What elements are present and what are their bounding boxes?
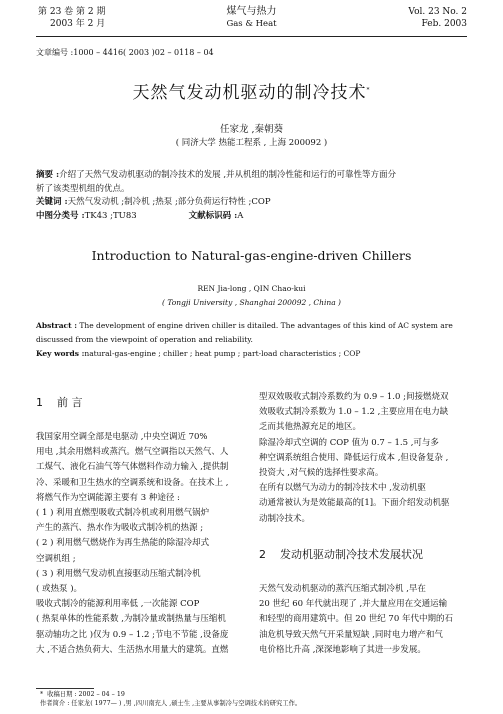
clc-value: TK43 ;TU83: [84, 210, 137, 221]
col1-line: 将燃气作为空调能源主要有 3 种途径 :: [36, 492, 180, 503]
abstract-en-line-2: discussed from the viewpoint of operation and reliability.: [36, 335, 253, 344]
header-journal-zh: 煤气与热力: [226, 6, 277, 17]
col2-line: 型双效吸收式制冷系数约为 0.9 – 1.0 ;间接燃烧双: [259, 392, 449, 402]
authors-zh: 任家龙 ,秦朝葵: [219, 124, 284, 135]
col2-line: 投资大 ,对气候的选择性要求高。: [259, 468, 384, 479]
keywords-zh: [36, 196, 468, 210]
col2-line: 效吸收式制冷系数为 1.0 – 1.2 ,主要应用在电力缺: [259, 407, 449, 418]
col2-line: 动通常被认为是效能最高的[1]。下面介绍发动机驱: [259, 498, 450, 509]
header-date-en: Feb. 2003: [421, 19, 467, 29]
col1-line: 产生的蒸汽、热水作为吸收式制冷机的热源 ;: [36, 523, 204, 534]
col1-line: ( 1 ) 利用直燃型吸收式制冷机或利用燃气锅炉: [36, 508, 210, 519]
section-2-number: 2: [259, 548, 266, 561]
footnote-block: [40, 690, 301, 708]
keywords-en: [36, 347, 468, 361]
col1-line: 吸收式制冷的能源利用率低 ,一次能源 COP: [36, 599, 200, 610]
section-2-heading: [259, 546, 423, 562]
paper-title: [0, 78, 503, 103]
affiliation-zh: ( 同济大学 热能工程系 , 上海 200092 ): [175, 138, 328, 148]
col1-line: 驱动轴功之比 )仅为 0.9 – 1.2 ;节电不节能 ,设备庞: [36, 629, 229, 640]
section-2-title: 发动机驱动制冷技术发展状况: [280, 548, 423, 561]
col1-line: 大 ,不适合热负荷大、生活热水用量大的建筑。直燃: [36, 644, 229, 655]
footnote-rule: [36, 688, 94, 689]
doc-code-value: A: [237, 210, 244, 221]
abstract-zh-line-1: [36, 169, 468, 183]
paper-title-en: Introduction to Natural-gas-engine-driven Chillers: [91, 248, 412, 263]
abstract-en-text-1: The development of engine driven chiller is ditailed. The advantages of this kind of AC system are: [79, 321, 453, 330]
section-2-body: [259, 582, 453, 658]
abstract-zh-block: [36, 169, 468, 223]
col2-sec2-line: 20 世纪 60 年代就出现了 ,并大量应用在交通运输: [259, 599, 448, 610]
header-date-zh: 2003 年 2 月: [50, 19, 106, 29]
footnote-received-text: 收稿日期 : 2002 – 04 – 19: [47, 691, 125, 698]
authors-en: REN Jia-long , QIN Chao-kui: [197, 284, 306, 293]
keywords-en-label: Key words :: [36, 349, 85, 358]
col2-sec2-line: 和轻型的商用建筑中。但 20 世纪 70 年代中期的石: [259, 614, 453, 625]
col1-line: ( 2 ) 利用燃气燃烧作为再生热能的除湿冷却式: [36, 538, 210, 549]
section-1-heading: [36, 394, 83, 410]
column-right-body: [259, 390, 450, 527]
col2-sec2-line: 油危机导致天然气开采量短缺 ,同时电力增产和气: [259, 629, 443, 640]
header-journal-en: Gas & Heat: [226, 19, 277, 29]
clc-label: 中图分类号 :: [36, 210, 85, 221]
col2-line: 动制冷技术。: [259, 513, 311, 524]
col1-line: 我国家用空调全部是电驱动 ,中央空调近 70%: [36, 432, 208, 442]
col2-line: 种空调系统组合使用、降低运行成本 ,但设备复杂 ,: [259, 452, 449, 463]
col1-line: 用电 ,其余用燃料或蒸汽。燃气空调指以天然气、人: [36, 447, 229, 458]
abstract-en-line-1: [36, 319, 468, 333]
abstract-zh-label: 摘要 :: [36, 170, 60, 180]
keywords-zh-label: 关键词 :: [36, 197, 68, 207]
col1-line: ( 3 ) 利用燃气发动机直接驱动压缩式制冷机: [36, 568, 201, 579]
col2-line: 除湿冷却式空调的 COP 值为 0.7 – 1.5 ,可与多: [259, 437, 439, 448]
col1-line: 冷、采暖和卫生热水的空调系统和设备。在技术上 ,: [36, 477, 229, 488]
col1-line: ( 热泵单体的性能系数 ,为制冷量或制热量与压缩机: [36, 614, 226, 625]
header-volume-block: [408, 6, 467, 30]
footnote-received: [40, 690, 301, 699]
affiliation-en: ( Tongji University , Shanghai 200092 , China ): [162, 298, 341, 307]
footnote-author-info: 作者简介 : 任家龙( 1977— ) ,男 ,四川南充人 ,硕士生 ,主要从事制冷与空调技术的研究工作。: [40, 700, 302, 707]
col2-line: 在所有以燃气为动力的制冷技术中 ,发动机驱: [259, 483, 426, 494]
title-footnote-mark: *: [366, 86, 371, 94]
col2-line: 乏而其他热源充足的地区。: [259, 422, 362, 433]
column-left-body: [36, 430, 228, 658]
col2-sec2-line: 电价格比升高 ,深深地影响了其进一步发展。: [259, 644, 426, 655]
keywords-en-text: natural-gas-engine ; chiller ; heat pump ; part-load characteristics ; COP: [84, 349, 361, 358]
abstract-en-block: [36, 319, 468, 361]
section-1-title: 前 言: [57, 396, 83, 409]
col1-line: 空调机组 ;: [36, 553, 76, 564]
running-header: [0, 0, 503, 38]
doc-code-label: 文献标识码 :: [188, 210, 238, 221]
header-issue-zh: 第 23 卷 第 2 期: [38, 7, 106, 17]
col1-line: 工煤气、液化石油气等气体燃料作动力输入 ,提供制: [36, 462, 229, 473]
abstract-zh-text-1: 介绍了天然气发动机驱动的制冷技术的发展 ,并从机组的制冷性能和运行的可靠性等方面分: [59, 170, 397, 180]
section-1-number: 1: [36, 396, 43, 409]
header-vol-en: Vol. 23 No. 2: [408, 7, 467, 17]
paper-title-text: 天然气发动机驱动的制冷技术: [132, 83, 367, 103]
footnote-mark: *: [40, 691, 44, 698]
keywords-zh-text: 天然气发动机 ;制冷机 ;热泵 ;部分负荷运行特性 ;COP: [67, 197, 271, 207]
abstract-en-label: Abstract :: [36, 321, 77, 330]
article-number: 文章编号 :1000 – 4416( 2003 )02 – 0118 – 04: [36, 48, 214, 57]
abstract-zh-line-2: 析了该类型机组的优点。: [36, 183, 130, 194]
col1-line: ( 或热泵 )。: [36, 584, 83, 595]
col2-sec2-line: 天然气发动机驱动的蒸汽压缩式制冷机 ,早在: [259, 584, 426, 594]
header-rule: [36, 36, 467, 37]
classification-line: [36, 210, 468, 224]
